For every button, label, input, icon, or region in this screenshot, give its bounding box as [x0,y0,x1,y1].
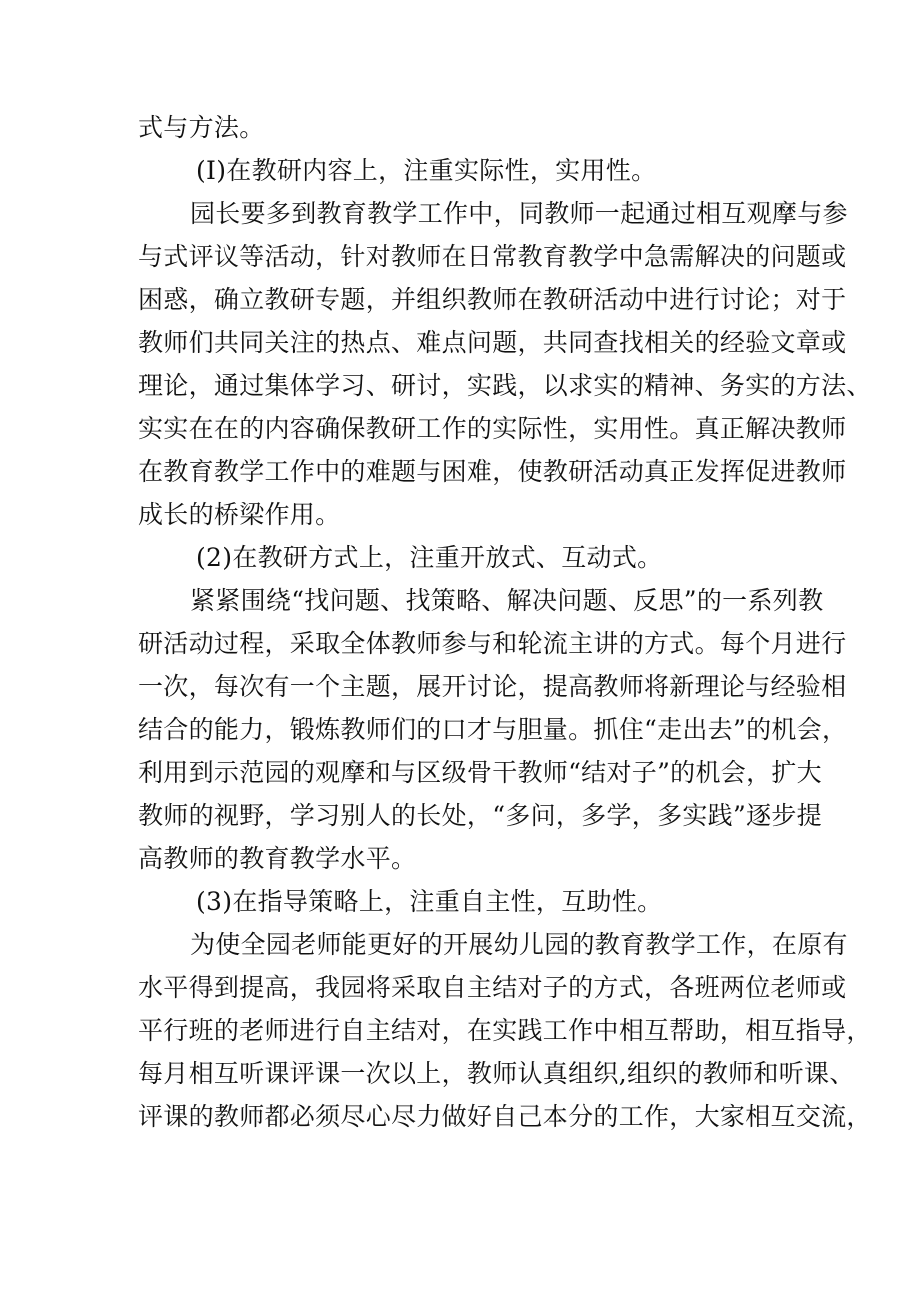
section-heading: (2)在教研方式上，注重开放式、互动式。 [196,543,663,572]
text-line: 一次，每次有一个主题，展开讨论，提高教师将新理论与经验相 [138,672,847,701]
text-line: 实实在在的内容确保教研工作的实际性，实用性。真正解决教师 [138,414,847,443]
section-heading: (I)在教研内容上，注重实际性，实用性。 [196,156,657,185]
text-line: 在教育教学工作中的难题与困难，使教研活动真正发挥促进教师 [138,457,847,486]
text-line: 教师的视野，学习别人的长处，“多问，多学，多实践”逐步提 [138,801,822,830]
text-line: 利用到示范园的观摩和与区级骨干教师“结对子”的机会，扩大 [138,758,822,787]
text-line: 高教师的教育教学水平。 [138,844,417,873]
text-line: 为使全园老师能更好的开展幼儿园的教育教学工作，在原有 [190,930,848,959]
text-line: 平行班的老师进行自主结对，在实践工作中相互帮助，相互指导， [138,1016,872,1045]
section-heading: (3)在指导策略上，注重自主性，互助性。 [196,887,663,916]
text-line: 式与方法。 [138,113,265,142]
text-line: 研活动过程，采取全体教师参与和轮流主讲的方式。每个月进行 [138,629,847,658]
text-line: 评课的教师都必须尽心尽力做好自己本分的工作，大家相互交流， [138,1102,872,1131]
text-line: 困惑，确立教研专题，并组织教师在教研活动中进行讨论；对于 [138,285,847,314]
text-line: 园长要多到教育教学工作中，同教师一起通过相互观摩与参 [190,199,848,228]
text-line: 理论，通过集体学习、研讨，实践，以求实的精神、务实的方法、 [138,371,872,400]
text-line: 教师们共同关注的热点、难点问题，共同查找相关的经验文章或 [138,328,847,357]
text-line: 结合的能力，锻炼教师们的口才与胆量。抓住“走出去”的机会， [138,715,848,744]
text-line: 每月相互听课评课一次以上，教师认真组织,组织的教师和听课、 [138,1059,855,1088]
text-line: 水平得到提高，我园将采取自主结对子的方式，各班两位老师或 [138,973,847,1002]
text-line: 紧紧围绕“找问题、找策略、解决问题、反思”的一系列教 [190,586,824,615]
text-line: 与式评议等活动，针对教师在日常教育教学中急需解决的问题或 [138,242,847,271]
text-line: 成长的桥梁作用。 [138,500,341,529]
